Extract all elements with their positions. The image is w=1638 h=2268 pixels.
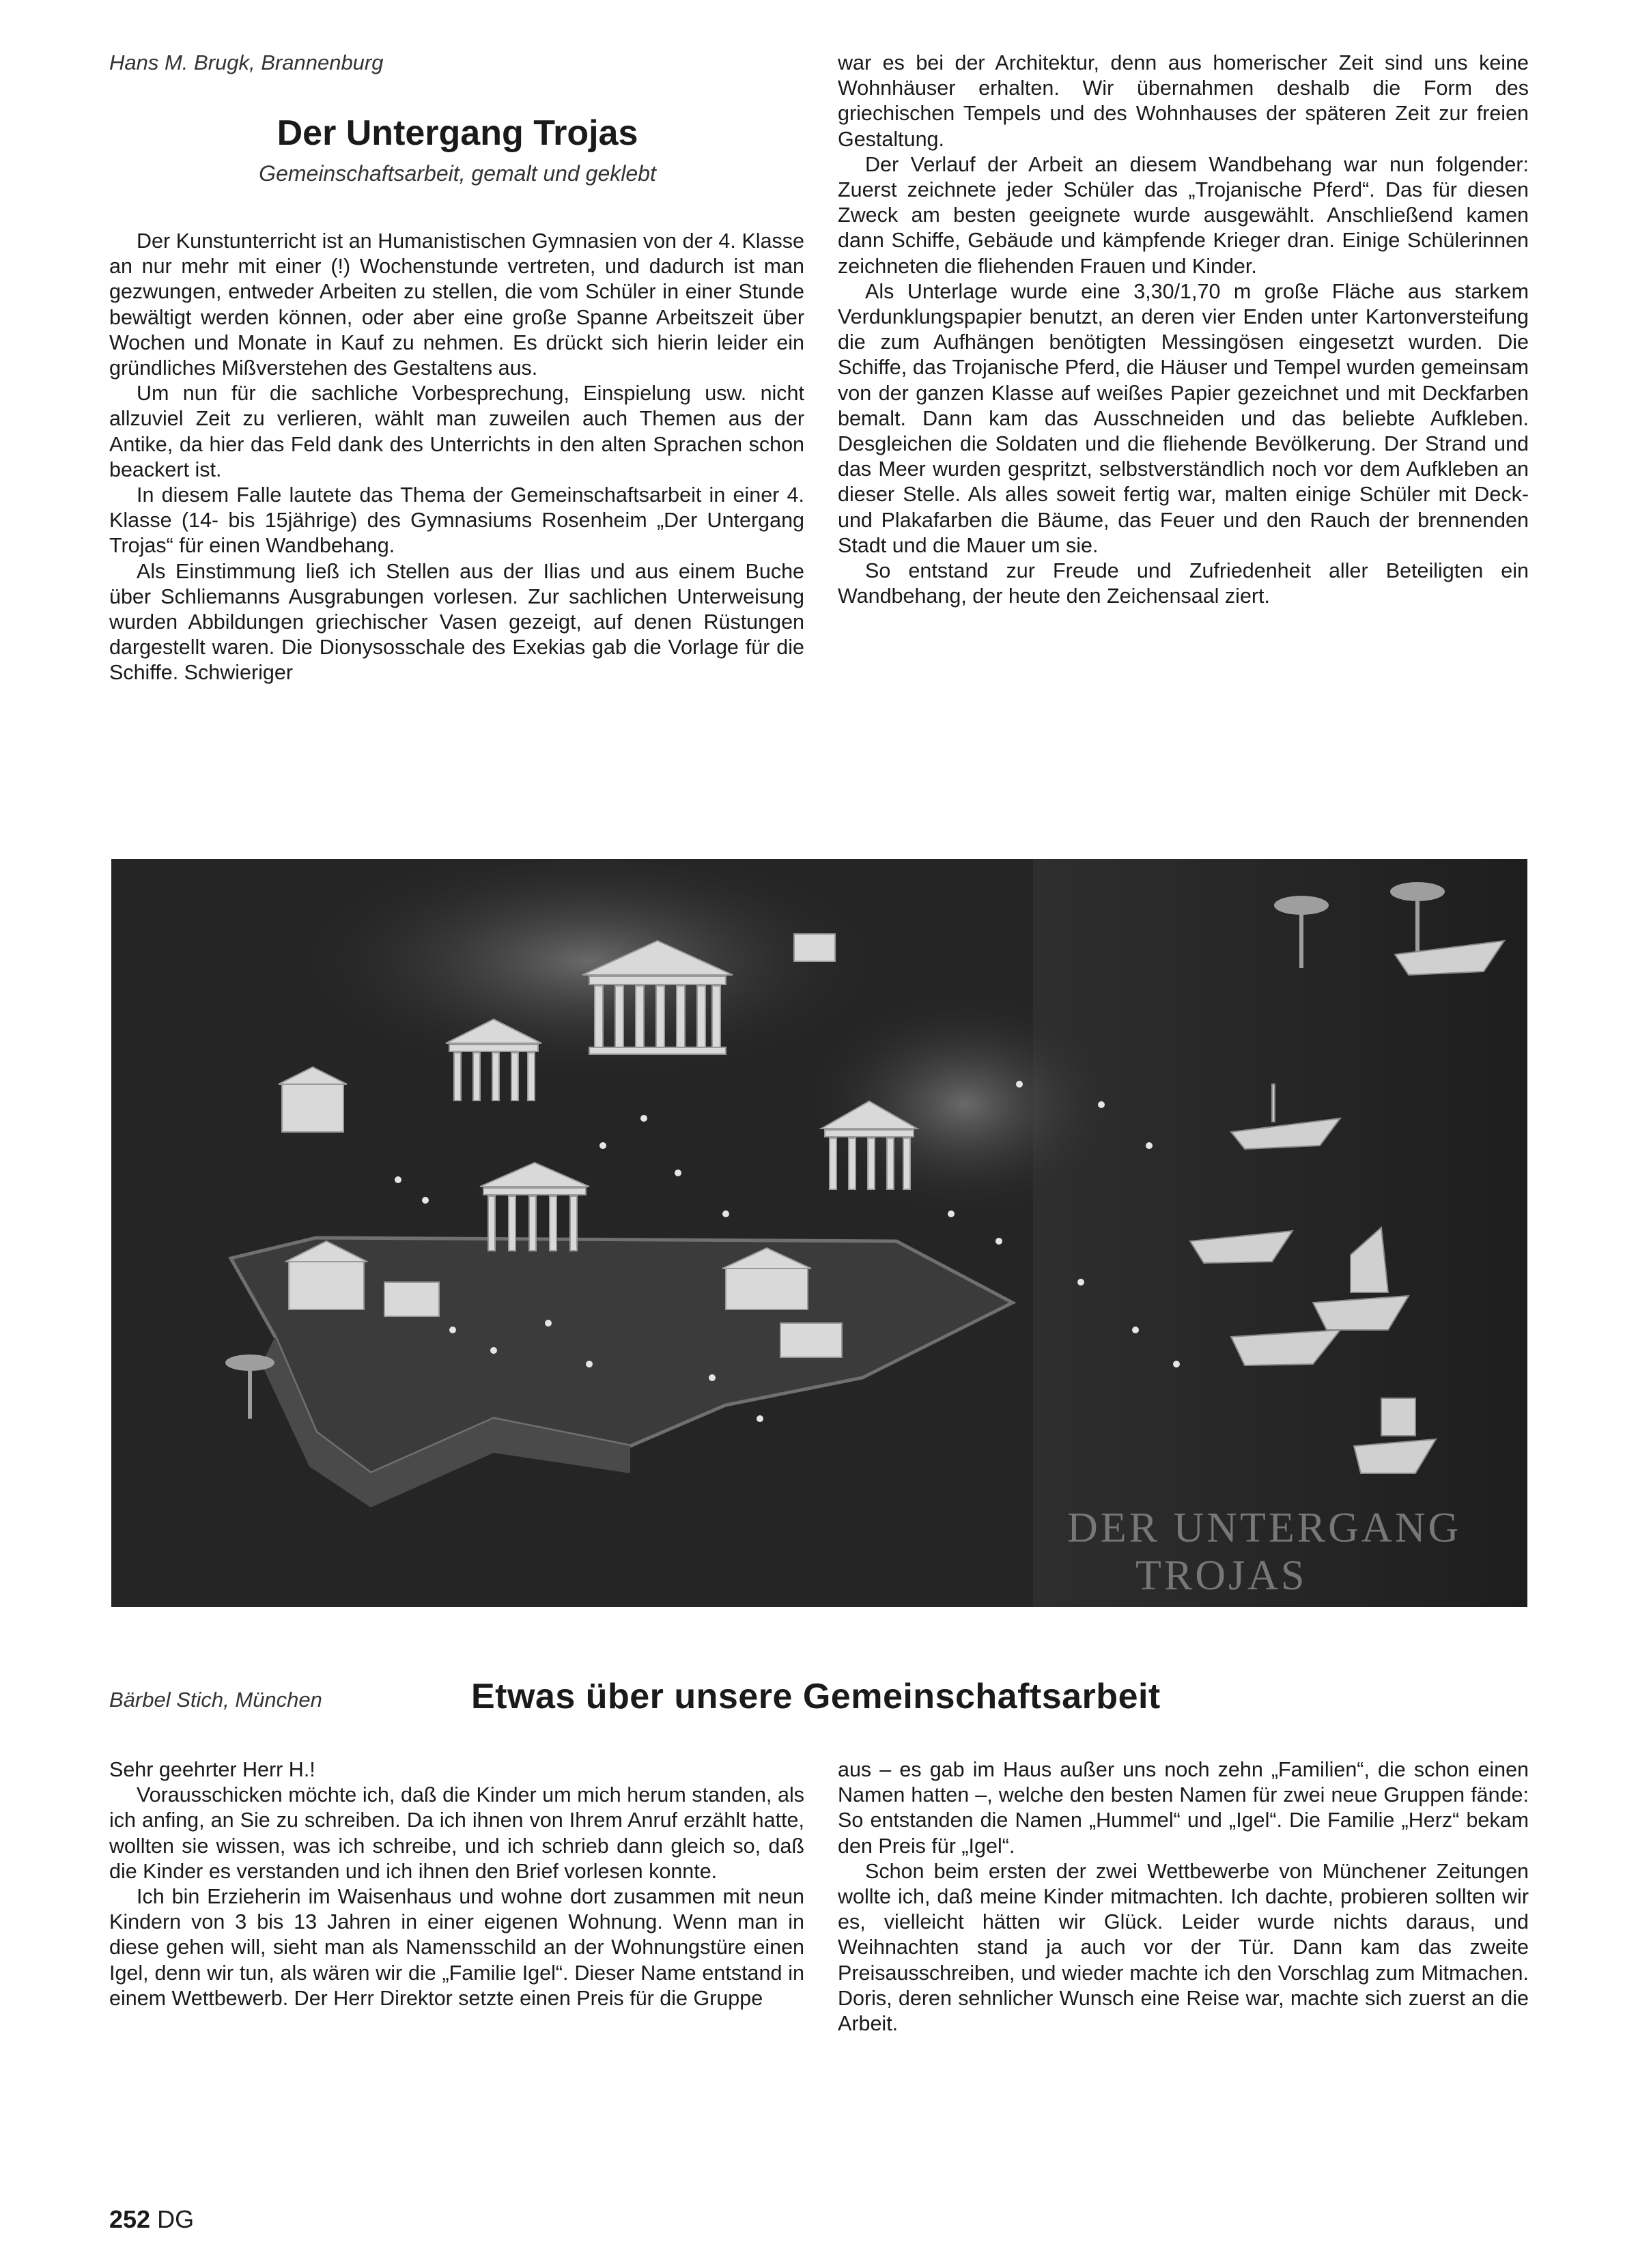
- paragraph: Als Einstimmung ließ ich Stellen aus der Ilias und aus einem Buche über Schliemanns Ausgrabungen vorlesen. Zur sachlichen Unterweisung wurden Abbildungen griechischer Vasen gezeigt, auf denen Rüstungen dargestellt waren. Die Dionysosschale des Exekias gab die Vorlage für die Schiffe. Schwieriger: [109, 559, 804, 685]
- paragraph: In diesem Falle lautete das Thema der Gemeinschaftsarbeit in einer 4. Klasse (14- bis 15jährige) des Gymnasiums Rosenheim „Der Untergang Trojas“ für einen Wandbehang.: [109, 483, 804, 558]
- paragraph: Als Unterlage wurde eine 3,30/1,70 m große Fläche aus starkem Verdunklungspapier benutzt, an deren vier Enden unter Kartonversteifung die zum Aufhängen benötigten Messingösen eingesetzt wurden. Die Schiffe, das Trojanische Pferd, die Häuser und Tempel wurden gemeinsam von der ganzen Klasse auf weißes Papier gezeichnet und mit Deckfarben bemalt. Dann kam das Ausschneiden und das beliebte Aufkleben. Desgleichen die Soldaten und die fliehende Bevölkerung. Der Strand und das Meer wurden gespritzt, selbstverständlich noch vor dem Aufkleben an dieser Stelle. Als alles soweit fertig war, malten einige Schüler mit Deck- und Plakafarben die Bäume, das Feuer und den Rauch der brennenden Stadt und die Mauer um sie.: [838, 279, 1529, 557]
- paragraph: Um nun für die sachliche Vorbesprechung, Einspielung usw. nicht allzuviel Zeit zu verlieren, wählt man zuweilen auch Themen aus der Antike, da hier das Feld dank des Unterrichts in den alten Sprachen schon beackert ist.: [109, 382, 804, 481]
- article2-right-column: [838, 1757, 1529, 2037]
- salutation: Sehr geehrter Herr H.!: [109, 1758, 315, 1781]
- article2-author: Bärbel Stich, München: [109, 1688, 322, 1712]
- paragraph: Der Kunstunterricht ist an Humanistischen Gymnasien von der 4. Klasse an nur mehr mit einer (!) Wochenstunde vertreten, und dadurch ist man gezwungen, entweder Arbeiten zu stellen, die vom Schüler in einer Stunde bewältigt werden können, oder aber eine große Spanne Arbeitszeit über Wochen und Monate in Kauf zu nehmen. Es drückt sich hierin leider ein gründliches Mißverstehen des Gestaltens aus.: [109, 229, 804, 380]
- paragraph: war es bei der Architektur, denn aus homerischer Zeit sind uns keine Wohnhäuser erhalten. Wir übernahmen deshalb die Form des griechischen Tempels und des Wohnhauses der späteren Zeit zur freien Gestaltung.: [838, 51, 1529, 151]
- troy-painting-illustration: [111, 859, 1527, 1607]
- article1-subtitle: Gemeinschaftsarbeit, gemalt und geklebt: [259, 161, 656, 186]
- article1-right-column: [838, 51, 1529, 609]
- paragraph: So entstand zur Freude und Zufriedenheit aller Beteiligten ein Wandbehang, der heute den Zeichensaal ziert.: [838, 559, 1529, 608]
- article1-title: Der Untergang Trojas: [277, 113, 638, 153]
- article1-left-column: [109, 229, 804, 686]
- article1-author: Hans M. Brugk, Brannenburg: [109, 51, 384, 74]
- page-footer: [109, 2205, 194, 2234]
- paragraph: Der Verlauf der Arbeit an diesem Wandbehang war nun folgender: Zuerst zeichnete jeder Schüler das „Trojanische Pferd“. Das für diesen Zweck am besten geeignete wurde ausgewählt. Anschließend kamen dann Schiffe, Gebäude und kämpfende Krieger dran. Einige Schülerinnen zeichneten die fliehenden Frauen und Kinder.: [838, 152, 1529, 278]
- paragraph: Schon beim ersten der zwei Wettbewerbe von Münchener Zeitungen wollte ich, daß meine Kinder mitmachten. Ich dachte, probieren sollten wir es, vielleicht hätten wir Glück. Leider wurde nichts daraus, und Weihnachten stand ja auch vor der Tür. Dann kam das zweite Preisausschreiben, und wieder machte ich den Vorschlag zum Mitmachen. Doris, deren sehnlicher Wunsch eine Reise war, machte sich zuerst an die Arbeit.: [838, 1859, 1529, 2036]
- article2-title: Etwas über unsere Gemeinschaftsarbeit: [471, 1677, 1161, 1716]
- inscription-line2: TROJAS: [1135, 1553, 1308, 1599]
- inscription-line1: DER UNTERGANG: [1067, 1505, 1462, 1551]
- article2-left-column: [109, 1757, 804, 2011]
- paragraph: Vorausschicken möchte ich, daß die Kinder um mich herum standen, als ich anfing, an Sie zu schreiben. Da ich ihnen von Ihrem Anruf erzählt hatte, wollten sie wissen, was ich schreibe, und ich schrieb dann gleich so, daß die Kinder es verstanden und ich ihnen den Brief vorlesen konnte.: [109, 1783, 804, 1883]
- paragraph: aus – es gab im Haus außer uns noch zehn „Familien“, die schon einen Namen hatten –, welche den besten Namen für zwei neue Gruppen fände: So entstanden die Namen „Hummel“ und „Igel“. Die Familie „Herz“ bekam den Preis für „Igel“.: [838, 1758, 1529, 1858]
- page-number: 252: [109, 2205, 151, 2233]
- paragraph: Ich bin Erzieherin im Waisenhaus und wohne dort zusammen mit neun Kindern von 3 bis 13 Jahren in einer eigenen Wohnung. Wenn man in diese gehen will, sieht man als Namensschild an der Wohnungstüre einen Igel, denn wir tun, als wären wir die „Familie Igel“. Dieser Name entstand in einem Wettbewerb. Der Herr Direktor setzte einen Preis für die Gruppe: [109, 1885, 804, 2010]
- journal-abbreviation: DG: [157, 2205, 195, 2233]
- troy-wall-hanging-photo: [111, 859, 1527, 1607]
